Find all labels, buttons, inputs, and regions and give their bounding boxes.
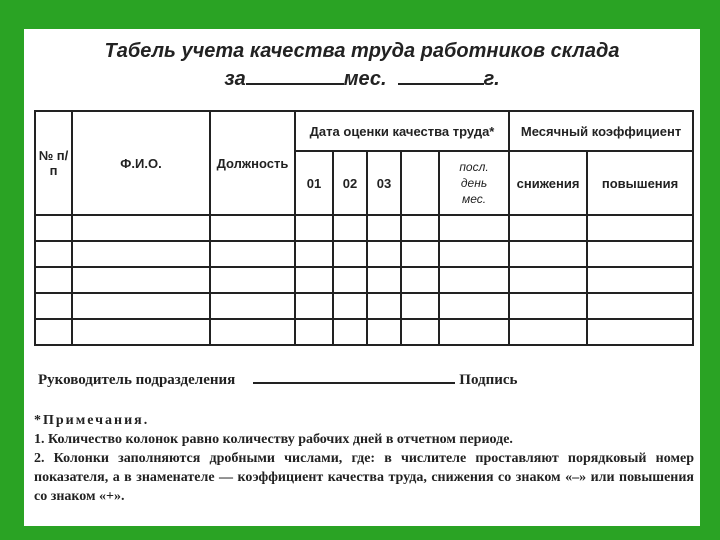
header-row-1	[35, 111, 693, 151]
last-day-line-2: день	[460, 176, 488, 190]
title-line-2	[24, 65, 700, 93]
table-cell[interactable]	[35, 319, 72, 345]
table-cell[interactable]	[35, 241, 72, 267]
col-position-header: Должность	[210, 111, 295, 215]
table-cell[interactable]	[439, 241, 509, 267]
table-cell[interactable]	[210, 215, 295, 241]
col-number-header: № п/п	[35, 111, 72, 215]
table-cell[interactable]	[509, 319, 587, 345]
day-02-header: 02	[333, 151, 367, 215]
table-cell[interactable]	[367, 215, 401, 241]
note-2: 2. Колонки заполняются дробными числами, где: в числителе проставляют порядковый номер показателя, а в знаменателе — коэффициент качества труда, снижения со знаком «–» или повышения со знаком «+».	[34, 451, 694, 504]
page-title	[24, 37, 700, 93]
table-cell[interactable]	[401, 319, 439, 345]
title-period-prefix: за	[224, 68, 246, 90]
table-cell[interactable]	[367, 267, 401, 293]
day-blank-header	[401, 151, 439, 215]
table-cell[interactable]	[509, 267, 587, 293]
col-fio-header: Ф.И.О.	[72, 111, 210, 215]
table-cell[interactable]	[439, 267, 509, 293]
table-cell[interactable]	[439, 215, 509, 241]
table-cell[interactable]	[587, 293, 693, 319]
table-cell[interactable]	[72, 293, 210, 319]
day-01-header: 01	[295, 151, 333, 215]
table-row	[35, 319, 693, 345]
last-day-line-3: мес.	[461, 192, 487, 206]
note-1: 1. Количество колонок равно количеству рабочих дней в отчетном периоде.	[34, 432, 513, 447]
table-cell[interactable]	[439, 319, 509, 345]
table-cell[interactable]	[509, 215, 587, 241]
table-cell[interactable]	[367, 293, 401, 319]
table-cell[interactable]	[35, 215, 72, 241]
table-cell[interactable]	[295, 293, 333, 319]
table-cell[interactable]	[587, 319, 693, 345]
decrease-header: снижения	[509, 151, 587, 215]
manager-label: Руководитель подразделения	[38, 372, 236, 388]
dates-group-header: Дата оценки качества труда*	[295, 111, 509, 151]
last-day-line-1: посл.	[459, 160, 489, 174]
table-cell[interactable]	[210, 267, 295, 293]
table-cell[interactable]	[333, 319, 367, 345]
table-cell[interactable]	[295, 215, 333, 241]
table-cell[interactable]	[295, 319, 333, 345]
table-cell[interactable]	[439, 293, 509, 319]
table-cell[interactable]	[367, 319, 401, 345]
table-cell[interactable]	[333, 267, 367, 293]
title-line-1: Табель учета качества труда работников склада	[104, 40, 620, 62]
timesheet-table	[34, 110, 694, 346]
table-cell[interactable]	[401, 267, 439, 293]
table-cell[interactable]	[509, 293, 587, 319]
table-cell[interactable]	[401, 241, 439, 267]
table-cell[interactable]	[35, 267, 72, 293]
day-03-header: 03	[367, 151, 401, 215]
table-cell[interactable]	[587, 241, 693, 267]
table-cell[interactable]	[72, 241, 210, 267]
last-day-header	[439, 151, 509, 215]
table-cell[interactable]	[401, 293, 439, 319]
table-cell[interactable]	[210, 293, 295, 319]
title-year-label: г.	[483, 68, 500, 90]
table-cell[interactable]	[295, 241, 333, 267]
table-cell[interactable]	[587, 215, 693, 241]
notes-section	[34, 411, 694, 506]
month-blank	[246, 67, 344, 85]
table-cell[interactable]	[295, 267, 333, 293]
year-blank	[398, 67, 484, 85]
table-cell[interactable]	[35, 293, 72, 319]
notes-heading: *Примечания.	[34, 413, 150, 428]
coefficient-group-header: Месячный коэффициент	[509, 111, 693, 151]
table-row	[35, 241, 693, 267]
table-cell[interactable]	[333, 215, 367, 241]
signature-label: Подпись	[459, 372, 518, 388]
slide	[24, 29, 700, 526]
signature-blank[interactable]	[253, 368, 455, 384]
increase-header: повышения	[587, 151, 693, 215]
table-cell[interactable]	[401, 215, 439, 241]
signature-line	[38, 368, 698, 389]
table-cell[interactable]	[333, 241, 367, 267]
table-row	[35, 267, 693, 293]
table-cell[interactable]	[210, 241, 295, 267]
table-row	[35, 293, 693, 319]
table-cell[interactable]	[367, 241, 401, 267]
table-cell[interactable]	[72, 215, 210, 241]
table-cell[interactable]	[509, 241, 587, 267]
title-month-label: мес.	[343, 68, 387, 90]
table-cell[interactable]	[333, 293, 367, 319]
table-cell[interactable]	[72, 319, 210, 345]
table-cell[interactable]	[72, 267, 210, 293]
table-cell[interactable]	[587, 267, 693, 293]
table-cell[interactable]	[210, 319, 295, 345]
table-row	[35, 215, 693, 241]
